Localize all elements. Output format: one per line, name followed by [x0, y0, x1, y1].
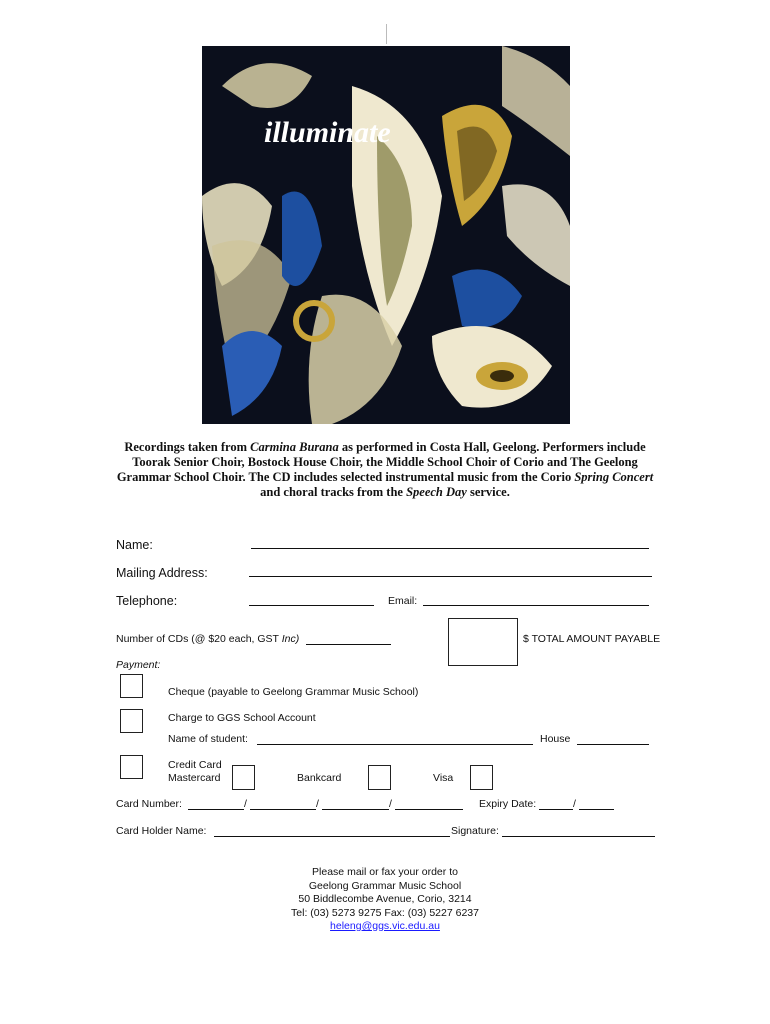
telephone-field[interactable]: [249, 605, 374, 606]
description-italic-title: Spring Concert: [574, 470, 654, 484]
mastercard-checkbox[interactable]: [232, 765, 255, 790]
school-account-checkbox[interactable]: [120, 709, 143, 733]
signature-label: Signature:: [451, 825, 499, 837]
name-field[interactable]: [251, 548, 649, 549]
credit-card-checkbox[interactable]: [120, 755, 143, 779]
description-italic-title: Speech Day: [406, 485, 467, 499]
cd-quantity-label-text: Number of CDs (@ $20 each, GST: [116, 633, 282, 645]
card-holder-label: Card Holder Name:: [116, 825, 207, 837]
name-label: Name:: [116, 538, 153, 552]
expiry-month-field[interactable]: [539, 809, 573, 810]
cover-title: illuminate: [264, 116, 391, 149]
card-number-group-3[interactable]: [322, 809, 389, 810]
description-text: service.: [466, 485, 510, 499]
footer-line: 50 Biddlecombe Avenue, Corio, 3214: [298, 893, 472, 905]
card-number-group-4[interactable]: [395, 809, 463, 810]
email-link[interactable]: heleng@ggs.vic.edu.au: [330, 920, 440, 932]
email-label: Email:: [388, 595, 418, 607]
mailing-address-label: Mailing Address:: [116, 566, 208, 580]
student-name-label: Name of student:: [168, 733, 248, 745]
cheque-label: Cheque (payable to Geelong Grammar Music School): [168, 686, 419, 698]
bankcard-checkbox[interactable]: [368, 765, 391, 790]
telephone-label: Telephone:: [116, 594, 178, 608]
cd-quantity-field[interactable]: [306, 644, 391, 645]
card-holder-field[interactable]: [214, 836, 450, 837]
school-account-label: Charge to GGS School Account: [168, 712, 316, 724]
expiry-date-label: Expiry Date:: [479, 798, 537, 810]
email-field[interactable]: [423, 605, 649, 606]
mailing-address-field[interactable]: [249, 576, 652, 577]
page-divider: [386, 24, 387, 44]
footer-line: Please mail or fax your order to: [312, 866, 458, 878]
description-text: and choral tracks from the: [260, 485, 407, 499]
mastercard-label: Mastercard: [168, 772, 221, 784]
payment-heading: Payment:: [116, 659, 161, 671]
expiry-year-field[interactable]: [579, 809, 614, 810]
mailing-instructions: [185, 866, 585, 934]
description-text: as performed in Costa Hall, Geelong. Performers include Toorak Senior Choir, Bostock House Choir, the Middle School Choir of Corio and The Geelong Grammar School Choir. The CD includes selected instrumental music from the Corio: [116, 440, 646, 484]
cd-cover-image: [202, 46, 570, 424]
cd-quantity-label-inc: Inc): [281, 633, 300, 645]
student-name-field[interactable]: [257, 744, 533, 745]
house-label: House: [540, 733, 571, 745]
card-number-separator: /: [316, 798, 319, 810]
card-number-group-1[interactable]: [188, 809, 244, 810]
description-italic-title: Carmina Burana: [250, 440, 339, 454]
stained-glass-artwork: [202, 46, 570, 424]
expiry-separator: /: [573, 798, 576, 810]
cd-description: [112, 440, 658, 500]
card-number-separator: /: [389, 798, 392, 810]
house-field[interactable]: [577, 744, 649, 745]
card-number-label: Card Number:: [116, 798, 182, 810]
card-number-group-2[interactable]: [250, 809, 316, 810]
signature-field[interactable]: [502, 836, 655, 837]
total-amount-box[interactable]: [448, 618, 518, 666]
card-number-separator: /: [244, 798, 247, 810]
description-text: Recordings taken from: [124, 440, 251, 454]
bankcard-label: Bankcard: [297, 772, 342, 784]
total-amount-label: $ TOTAL AMOUNT PAYABLE: [523, 633, 661, 645]
cd-quantity-label: [116, 633, 299, 645]
footer-line: Geelong Grammar Music School: [308, 879, 462, 892]
visa-label: Visa: [433, 772, 454, 784]
cheque-checkbox[interactable]: [120, 674, 143, 698]
visa-checkbox[interactable]: [470, 765, 493, 790]
footer-line: Tel: (03) 5273 9275 Fax: (03) 5227 6237: [291, 906, 479, 919]
credit-card-label: Credit Card: [168, 759, 222, 771]
